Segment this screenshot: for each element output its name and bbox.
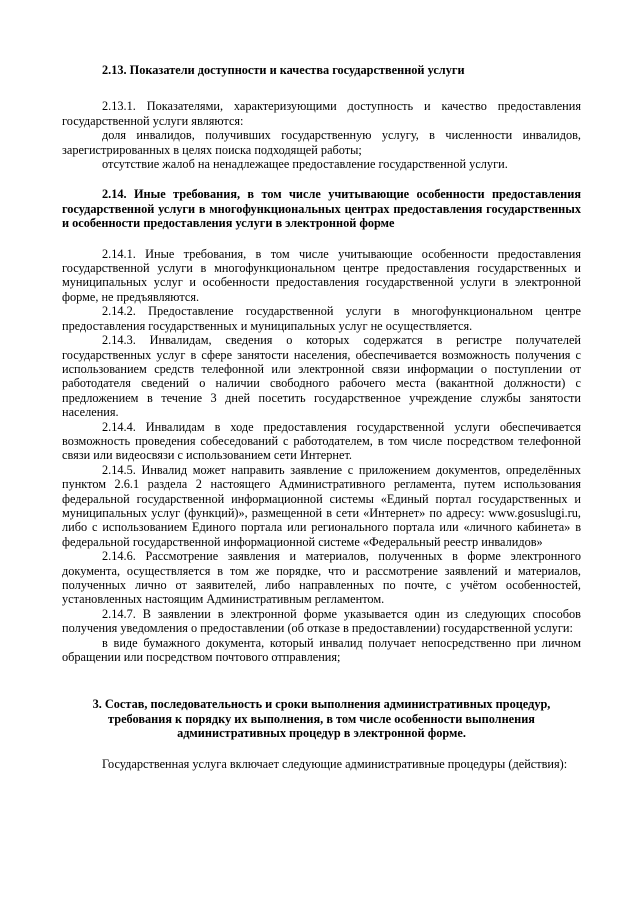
spacer: [62, 77, 581, 99]
document-body: [62, 63, 581, 771]
spacer: [62, 664, 581, 697]
paragraph-2-13-item-2: отсутствие жалоб на ненадлежащее предоставление государственной услуги.: [102, 157, 508, 172]
paragraph-2-14-3: 2.14.3. Инвалидам, сведения о которых содержатся в регистре получателей государственных услуг в сфере занятости населения, обеспечивается возможность получения с использованием средств телефонной или электронной связи информации о поступлении от работодателя сведений о наличии свободного рабочего места (вакантной должности) с предложением в течение 3 дней посетить государственное учреждение службы занятости населения.: [62, 333, 581, 420]
spacer: [62, 741, 581, 757]
paragraph-2-14-5: 2.14.5. Инвалид может направить заявление с приложением документов, определённых пунктом 2.6.1 раздела 2 настоящего Административного регламента, путем использования федеральной государственной информационной системы «Единый портал государственных и муниципальных услуг (функций)», размещенной в сети «Интернет» по адресу: www.gosuslugi.ru, либо с использованием Единого портала или регионального портала или «личного кабинета» в федеральной государственной информационной системе «Федеральный реестр инвалидов»: [62, 462, 581, 549]
paragraph-2-13-item-1: доля инвалидов, получивших государственную услугу, в численности инвалидов, зарегистрированных в целях поиска подходящей работы;: [62, 128, 581, 157]
spacer: [62, 171, 581, 187]
paragraph-2-14-7: 2.14.7. В заявлении в электронной форме указывается один из следующих способов получения уведомления о предоставлении (об отказе в предоставлении) государственной услуги:: [62, 606, 581, 636]
section-3-heading: 3. Состав, последовательность и сроки выполнения административных процедур, требования к порядку их выполнения, в том числе особенности выполнения административных процедур в электронной форме.: [92, 697, 551, 741]
paragraph-2-14-1: 2.14.1. Иные требования, в том числе учитывающие особенности предоставления государственной услуги в многофункциональном центре предоставления государственных и муниципальных услуг и особенности предоставления государственной услуги в электронной форме, не предъявляются.: [62, 246, 581, 304]
spacer: [62, 231, 581, 247]
paragraph-2-13-1: 2.13.1. Показателями, характеризующими доступность и качество предоставления государственной услуги являются:: [62, 99, 581, 128]
paragraph-2-14-7-item: в виде бумажного документа, который инвалид получает непосредственно при личном обращении или посредством почтового отправления;: [62, 635, 581, 665]
section-2-13-heading: 2.13. Показатели доступности и качества государственной услуги: [102, 63, 465, 77]
section-2-14-heading: 2.14. Иные требования, в том числе учитывающие особенности предоставления государственной услуги в многофункциональных центрах предоставления государственных и особенности предоставления услуги в электронной форме: [62, 187, 581, 231]
paragraph-2-14-6: 2.14.6. Рассмотрение заявления и материалов, полученных в форме электронного документа, осуществляется в том же порядке, что и рассмотрение заявлений и материалов, полученных лично от заявителей, либо направленных по почте, с учётом особенностей, установленных настоящим Административным регламентом.: [62, 549, 581, 607]
paragraph-2-14-2: 2.14.2. Предоставление государственной услуги в многофункциональном центре предоставления государственных и муниципальных услуг не осуществляется.: [62, 304, 581, 333]
paragraph-3-intro: Государственная услуга включает следующие административные процедуры (действия):: [102, 756, 568, 771]
paragraph-2-14-4: 2.14.4. Инвалидам в ходе предоставления государственной услуги обеспечивается возможность проведения собеседований с работодателем, в том числе посредством телефонной связи или видеосвязи с использованием сети Интернет.: [62, 419, 581, 463]
